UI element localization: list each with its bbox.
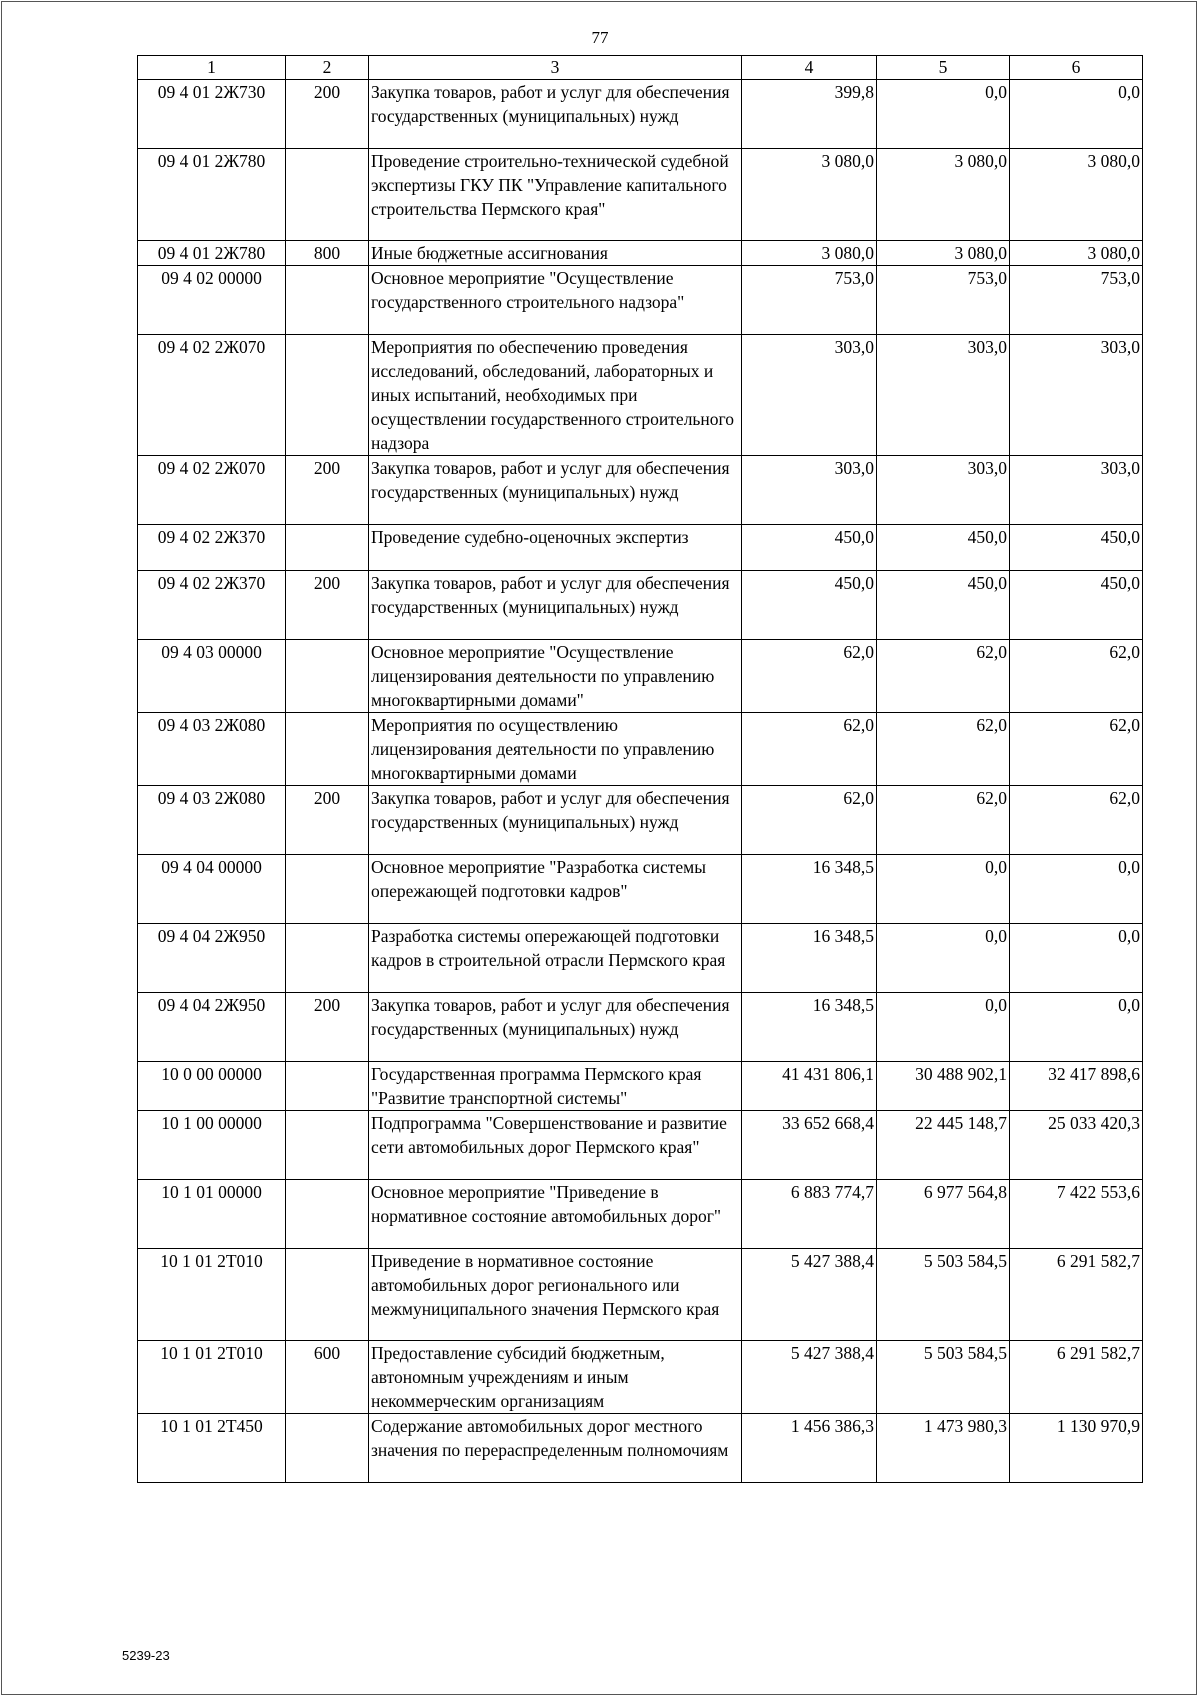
amount-col5-cell: 62,0: [877, 713, 1010, 786]
expense-type-cell: [286, 1249, 369, 1341]
target-code-cell: 10 1 01 2Т010: [138, 1249, 286, 1341]
target-code-cell: 09 4 01 2Ж780: [138, 241, 286, 266]
item-name-cell: Приведение в нормативное состояние автомобильных дорог регионального или межмуниципального значения Пермского края: [369, 1249, 742, 1341]
table-row: [138, 1414, 1143, 1483]
amount-col4-cell: 62,0: [742, 640, 877, 713]
item-name-cell: Проведение строительно-технической судебной экспертизы ГКУ ПК "Управление капитального строительства Пермского края": [369, 149, 742, 241]
target-code-cell: 09 4 02 2Ж070: [138, 456, 286, 525]
item-name-cell: Основное мероприятие "Приведение в нормативное состояние автомобильных дорог": [369, 1180, 742, 1249]
expense-type-cell: 200: [286, 456, 369, 525]
table-row: [138, 1062, 1143, 1111]
item-name-cell: Иные бюджетные ассигнования: [369, 241, 742, 266]
amount-col4-cell: 16 348,5: [742, 924, 877, 993]
target-code-cell: 09 4 03 00000: [138, 640, 286, 713]
target-code-cell: 09 4 04 00000: [138, 855, 286, 924]
amount-col4-cell: 303,0: [742, 335, 877, 456]
amount-col5-cell: 450,0: [877, 571, 1010, 640]
col-header-4: 4: [742, 56, 877, 80]
item-name-cell: Содержание автомобильных дорог местного значения по перераспределенным полномочиям: [369, 1414, 742, 1483]
amount-col6-cell: 62,0: [1010, 786, 1143, 855]
amount-col6-cell: 7 422 553,6: [1010, 1180, 1143, 1249]
amount-col4-cell: 753,0: [742, 266, 877, 335]
amount-col5-cell: 0,0: [877, 855, 1010, 924]
table-row: [138, 241, 1143, 266]
expense-type-cell: [286, 1111, 369, 1180]
amount-col5-cell: 303,0: [877, 335, 1010, 456]
table-body: [138, 80, 1143, 1483]
amount-col6-cell: 62,0: [1010, 713, 1143, 786]
document-id: 5239-23: [122, 1648, 170, 1663]
item-name-cell: Предоставление субсидий бюджетным, автономным учреждениям и иным некоммерческим организациям: [369, 1341, 742, 1414]
target-code-cell: 09 4 03 2Ж080: [138, 713, 286, 786]
item-name-cell: Мероприятия по обеспечению проведения исследований, обследований, лабораторных и иных испытаний, необходимых при осуществлении государственного строительного надзора: [369, 335, 742, 456]
item-name-cell: Основное мероприятие "Разработка системы опережающей подготовки кадров": [369, 855, 742, 924]
item-name-cell: Закупка товаров, работ и услуг для обеспечения государственных (муниципальных) нужд: [369, 80, 742, 149]
amount-col4-cell: 1 456 386,3: [742, 1414, 877, 1483]
col-header-2: 2: [286, 56, 369, 80]
amount-col5-cell: 3 080,0: [877, 241, 1010, 266]
expense-type-cell: [286, 149, 369, 241]
table-row: [138, 1111, 1143, 1180]
expense-type-cell: [286, 335, 369, 456]
item-name-cell: Разработка системы опережающей подготовки кадров в строительной отрасли Пермского края: [369, 924, 742, 993]
expense-type-cell: 200: [286, 993, 369, 1062]
target-code-cell: 10 1 01 2Т450: [138, 1414, 286, 1483]
amount-col4-cell: 5 427 388,4: [742, 1249, 877, 1341]
table-row: [138, 456, 1143, 525]
table-row: [138, 713, 1143, 786]
expense-type-cell: 200: [286, 80, 369, 149]
item-name-cell: Подпрограмма "Совершенствование и развитие сети автомобильных дорог Пермского края": [369, 1111, 742, 1180]
amount-col4-cell: 62,0: [742, 713, 877, 786]
amount-col5-cell: 3 080,0: [877, 149, 1010, 241]
target-code-cell: 10 1 00 00000: [138, 1111, 286, 1180]
table-row: [138, 525, 1143, 571]
expense-type-cell: 800: [286, 241, 369, 266]
target-code-cell: 10 0 00 00000: [138, 1062, 286, 1111]
table-row: [138, 1249, 1143, 1341]
amount-col6-cell: 62,0: [1010, 640, 1143, 713]
amount-col4-cell: 3 080,0: [742, 241, 877, 266]
page-number: 77: [591, 28, 609, 47]
target-code-cell: 09 4 04 2Ж950: [138, 993, 286, 1062]
target-code-cell: 10 1 01 2Т010: [138, 1341, 286, 1414]
amount-col6-cell: 0,0: [1010, 924, 1143, 993]
target-code-cell: 09 4 02 00000: [138, 266, 286, 335]
header-row: [138, 56, 1143, 80]
item-name-cell: Основное мероприятие "Осуществление государственного строительного надзора": [369, 266, 742, 335]
amount-col4-cell: 16 348,5: [742, 855, 877, 924]
amount-col5-cell: 6 977 564,8: [877, 1180, 1010, 1249]
amount-col6-cell: 6 291 582,7: [1010, 1341, 1143, 1414]
amount-col6-cell: 303,0: [1010, 456, 1143, 525]
expense-type-cell: [286, 1062, 369, 1111]
amount-col6-cell: 6 291 582,7: [1010, 1249, 1143, 1341]
amount-col5-cell: 30 488 902,1: [877, 1062, 1010, 1111]
amount-col6-cell: 753,0: [1010, 266, 1143, 335]
amount-col4-cell: 5 427 388,4: [742, 1341, 877, 1414]
expense-type-cell: [286, 640, 369, 713]
item-name-cell: Закупка товаров, работ и услуг для обеспечения государственных (муниципальных) нужд: [369, 786, 742, 855]
amount-col4-cell: 41 431 806,1: [742, 1062, 877, 1111]
amount-col6-cell: 0,0: [1010, 80, 1143, 149]
target-code-cell: 09 4 02 2Ж370: [138, 525, 286, 571]
amount-col6-cell: 3 080,0: [1010, 241, 1143, 266]
table-row: [138, 855, 1143, 924]
amount-col5-cell: 0,0: [877, 80, 1010, 149]
target-code-cell: 09 4 02 2Ж370: [138, 571, 286, 640]
table-row: [138, 149, 1143, 241]
expense-type-cell: [286, 924, 369, 993]
amount-col5-cell: 450,0: [877, 525, 1010, 571]
amount-col5-cell: 62,0: [877, 640, 1010, 713]
expense-type-cell: [286, 1180, 369, 1249]
table-row: [138, 640, 1143, 713]
expense-type-cell: 200: [286, 571, 369, 640]
target-code-cell: 09 4 04 2Ж950: [138, 924, 286, 993]
item-name-cell: Закупка товаров, работ и услуг для обеспечения государственных (муниципальных) нужд: [369, 993, 742, 1062]
amount-col4-cell: 16 348,5: [742, 993, 877, 1062]
amount-col5-cell: 0,0: [877, 993, 1010, 1062]
expense-type-cell: [286, 713, 369, 786]
table-row: [138, 786, 1143, 855]
budget-table: [137, 55, 1143, 1483]
amount-col4-cell: 399,8: [742, 80, 877, 149]
expense-type-cell: [286, 855, 369, 924]
amount-col4-cell: 303,0: [742, 456, 877, 525]
table-row: [138, 1180, 1143, 1249]
table-row: [138, 335, 1143, 456]
col-header-3: 3: [369, 56, 742, 80]
item-name-cell: Мероприятия по осуществлению лицензирования деятельности по управлению многоквартирными домами: [369, 713, 742, 786]
table-row: [138, 80, 1143, 149]
amount-col5-cell: 303,0: [877, 456, 1010, 525]
amount-col5-cell: 22 445 148,7: [877, 1111, 1010, 1180]
amount-col5-cell: 1 473 980,3: [877, 1414, 1010, 1483]
col-header-1: 1: [138, 56, 286, 80]
target-code-cell: 09 4 02 2Ж070: [138, 335, 286, 456]
table-row: [138, 266, 1143, 335]
amount-col5-cell: 753,0: [877, 266, 1010, 335]
expense-type-cell: 200: [286, 786, 369, 855]
expense-type-cell: 600: [286, 1341, 369, 1414]
target-code-cell: 09 4 01 2Ж730: [138, 80, 286, 149]
amount-col4-cell: 450,0: [742, 571, 877, 640]
item-name-cell: Основное мероприятие "Осуществление лицензирования деятельности по управлению многоквартирными домами": [369, 640, 742, 713]
amount-col5-cell: 5 503 584,5: [877, 1341, 1010, 1414]
target-code-cell: 10 1 01 00000: [138, 1180, 286, 1249]
table-row: [138, 1341, 1143, 1414]
amount-col5-cell: 0,0: [877, 924, 1010, 993]
amount-col4-cell: 33 652 668,4: [742, 1111, 877, 1180]
table-row: [138, 571, 1143, 640]
amount-col6-cell: 450,0: [1010, 571, 1143, 640]
expense-type-cell: [286, 266, 369, 335]
amount-col6-cell: 450,0: [1010, 525, 1143, 571]
table-row: [138, 924, 1143, 993]
amount-col6-cell: 32 417 898,6: [1010, 1062, 1143, 1111]
item-name-cell: Закупка товаров, работ и услуг для обеспечения государственных (муниципальных) нужд: [369, 571, 742, 640]
target-code-cell: 09 4 03 2Ж080: [138, 786, 286, 855]
col-header-6: 6: [1010, 56, 1143, 80]
amount-col4-cell: 3 080,0: [742, 149, 877, 241]
amount-col6-cell: 1 130 970,9: [1010, 1414, 1143, 1483]
amount-col5-cell: 5 503 584,5: [877, 1249, 1010, 1341]
amount-col4-cell: 450,0: [742, 525, 877, 571]
amount-col6-cell: 25 033 420,3: [1010, 1111, 1143, 1180]
item-name-cell: Проведение судебно-оценочных экспертиз: [369, 525, 742, 571]
amount-col4-cell: 62,0: [742, 786, 877, 855]
amount-col6-cell: 3 080,0: [1010, 149, 1143, 241]
target-code-cell: 09 4 01 2Ж780: [138, 149, 286, 241]
amount-col4-cell: 6 883 774,7: [742, 1180, 877, 1249]
amount-col6-cell: 0,0: [1010, 855, 1143, 924]
item-name-cell: Закупка товаров, работ и услуг для обеспечения государственных (муниципальных) нужд: [369, 456, 742, 525]
col-header-5: 5: [877, 56, 1010, 80]
expense-type-cell: [286, 525, 369, 571]
amount-col6-cell: 303,0: [1010, 335, 1143, 456]
amount-col6-cell: 0,0: [1010, 993, 1143, 1062]
table-row: [138, 993, 1143, 1062]
item-name-cell: Государственная программа Пермского края "Развитие транспортной системы": [369, 1062, 742, 1111]
amount-col5-cell: 62,0: [877, 786, 1010, 855]
expense-type-cell: [286, 1414, 369, 1483]
